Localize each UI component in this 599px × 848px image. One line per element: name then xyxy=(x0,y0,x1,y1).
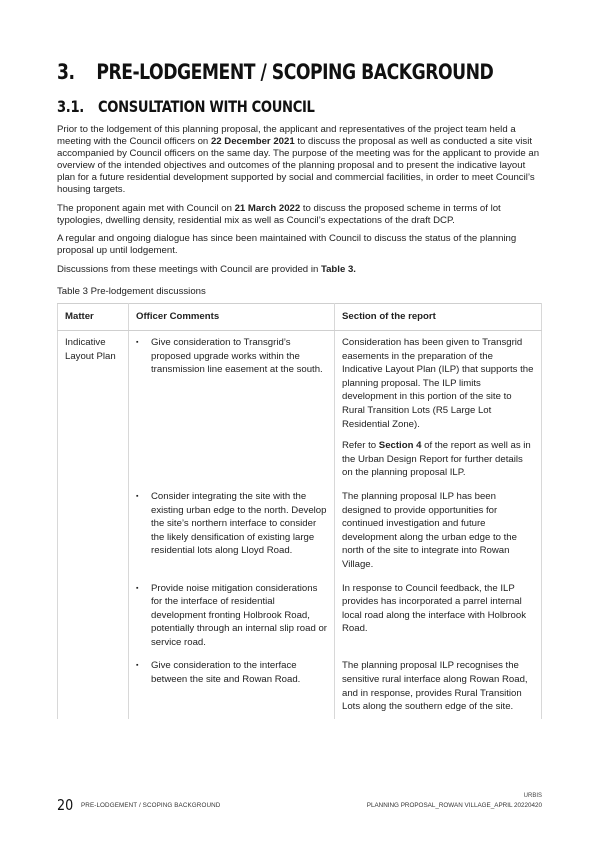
response-text: Refer to xyxy=(342,440,379,452)
meeting-date-2: 21 March 2022 xyxy=(234,203,301,214)
list-item xyxy=(136,336,327,377)
column-header-officer-comments: Officer Comments xyxy=(129,304,335,331)
report-section-cell xyxy=(335,654,542,718)
section-number: 3. xyxy=(57,60,75,84)
matter-cell: Indicative Layout Plan xyxy=(58,331,129,719)
paragraph-ongoing-dialogue: A regular and ongoing dialogue has since been maintained with Council to discuss the status of the planning proposal up until lodgement. xyxy=(57,233,517,257)
officer-comment: Give consideration to the interface between the site and Rowan Road. xyxy=(151,660,301,686)
officer-comment-cell xyxy=(129,485,335,577)
list-item xyxy=(136,490,327,558)
officer-comment-cell xyxy=(129,331,335,485)
subsection-title: CONSULTATION WITH COUNCIL xyxy=(98,97,315,116)
paragraph-table-reference xyxy=(57,264,542,276)
column-header-matter: Matter xyxy=(58,304,129,331)
response-text: In response to Council feedback, the ILP provides has incorporated a parrel internal local road along the interface with Holbrook Road. xyxy=(342,582,526,635)
table-row xyxy=(58,577,542,655)
list-item xyxy=(136,659,327,686)
paragraph-text: The proponent again met with Council on xyxy=(57,203,235,214)
officer-comment: Provide noise mitigation considerations for the interface of residential development fronting Holbrook Road, potentially through an internal slip road or service road. xyxy=(151,582,327,648)
table-row xyxy=(58,485,542,577)
response-text: of the report as well as in the Urban Design Report for further details on the planning proposal ILP. xyxy=(342,440,531,479)
section-reference: Section 4 xyxy=(378,440,422,452)
table-row xyxy=(58,331,542,485)
pre-lodgement-table xyxy=(57,303,542,719)
response-text-reference xyxy=(342,439,534,480)
footer-brand: URBIS xyxy=(523,793,542,799)
report-section-cell xyxy=(335,577,542,655)
paragraph-meeting-march xyxy=(57,203,542,227)
paragraph-text: to discuss the proposed scheme in terms of lot typologies, dwelling density, residential mix as well as Council’s expectations of the draft DCP. xyxy=(57,203,501,227)
section-heading xyxy=(57,60,494,84)
bullet-icon: ▪ xyxy=(136,492,139,500)
officer-comment: Consider integrating the site with the existing urban edge to the north. Develop the site’s northern interface to consider the likely densification of existing large residential lots along Lloyd Road. xyxy=(151,490,327,557)
report-section-cell xyxy=(335,485,542,577)
list-item xyxy=(136,582,327,650)
column-header-section: Section of the report xyxy=(335,304,542,331)
subsection-heading xyxy=(57,97,315,116)
bullet-icon: ▪ xyxy=(136,339,139,346)
paragraph-meeting-december xyxy=(57,124,542,197)
response-text: The planning proposal ILP has been designed to provide opportunities for continued investigation and future development along the urban edge to the north of the site to integrate into Rowan Village. xyxy=(342,490,517,570)
paragraph-text: Prior to the lodgement of this planning proposal, the applicant and representatives of the project team held a meeting with the Council officers on xyxy=(57,124,516,148)
response-text: Consideration has been given to Transgrid easements in the preparation of the Indicative Layout Plan (ILP) that supports the planning proposal. The ILP limits development in this portion of the site to Rural Transition Lots (R5 Large Lot Residential Zone). xyxy=(342,337,534,430)
officer-comment: Give consideration to Transgrid’s proposed upgrade works within the transmission line easement at the south. xyxy=(151,337,323,376)
response-text: The planning proposal ILP recognises the sensitive rural interface along Rowan Road, and in response, provides Rural Transition Lots along the southern edge of the site. xyxy=(342,660,528,713)
report-section-cell xyxy=(335,331,542,485)
officer-comment-cell xyxy=(129,577,335,655)
subsection-number: 3.1. xyxy=(57,97,84,116)
table-row xyxy=(58,654,542,718)
footer-document-ref: PLANNING PROPOSAL_ROWAN VILLAGE_APRIL 20220420 xyxy=(366,802,542,809)
meeting-date-1: 22 December 2021 xyxy=(210,136,295,148)
table-header-row xyxy=(58,304,542,331)
paragraph-text: to discuss the proposal as well as conducted a site visit accompanied by Council officers on the same day. The purpose of the meeting was for the applicant to provide an overview of the intended objectives and outcomes of the planning proposal and to present the indicative layout plan for a future residential development supported by social and commercial facilities, in order to meet Council’s housing targets. xyxy=(57,136,540,196)
paragraph-text: Discussions from these meetings with Council are provided in xyxy=(57,264,321,275)
bullet-icon: ▪ xyxy=(136,662,139,670)
page-number: 20 xyxy=(57,796,74,814)
officer-comment-cell xyxy=(129,654,335,718)
section-title: PRE-LODGEMENT / SCOPING BACKGROUND xyxy=(96,60,494,84)
table-reference: Table 3. xyxy=(320,264,356,275)
table-caption: Table 3 Pre-lodgement discussions xyxy=(57,286,206,297)
bullet-icon: ▪ xyxy=(136,584,139,592)
footer-section-label: PRE-LODGEMENT / SCOPING BACKGROUND xyxy=(81,802,221,809)
